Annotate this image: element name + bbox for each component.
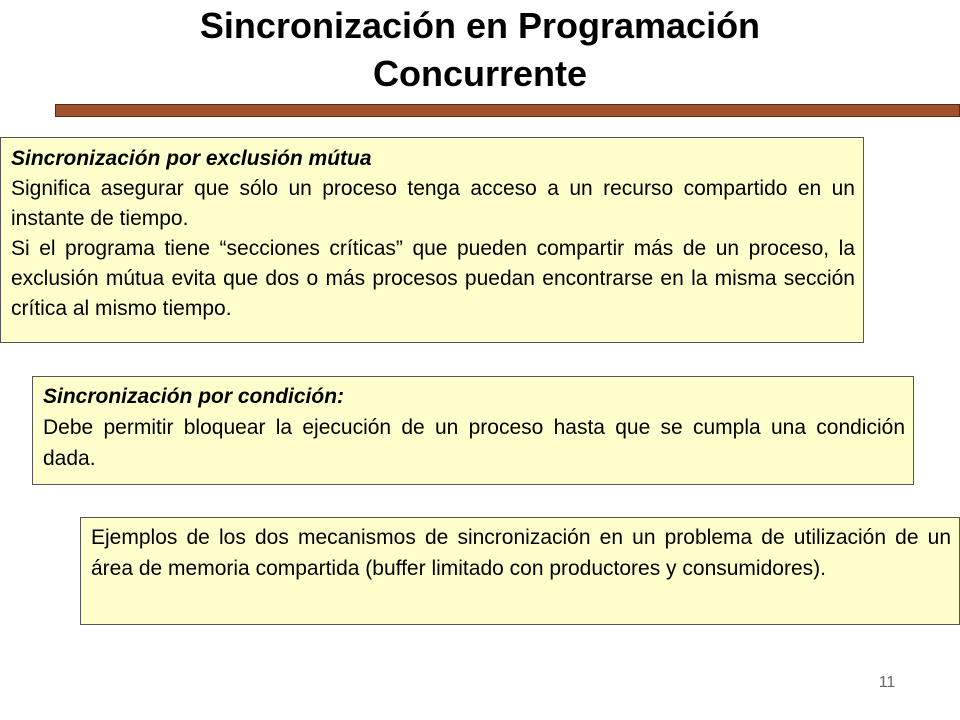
examples-box	[80, 517, 960, 625]
title-line-1: Sincronización en Programación	[199, 5, 761, 46]
slide-title	[0, 2, 960, 98]
condition-box	[32, 376, 914, 485]
exclusion-paragraph-2: Si el programa tiene “secciones críticas” que pueden compartir más de un proceso, la exclusión mútua evita que dos o más procesos puedan encontrarse en la misma sección crítica al mismo tiempo.	[11, 237, 855, 320]
title-line-2: Concurrente	[372, 53, 588, 94]
examples-paragraph: Ejemplos de los dos mecanismos de sincronización en un problema de utilización de un área de memoria compartida (buffer limitado con productores y consumidores).	[91, 526, 951, 580]
title-rule	[55, 104, 960, 117]
condition-paragraph: Debe permitir bloquear la ejecución de un proceso hasta que se cumpla una condición dada.	[43, 416, 905, 470]
exclusion-heading: Sincronización por exclusión mútua	[11, 147, 372, 170]
page-number: 11	[878, 674, 896, 691]
exclusion-paragraph-1: Significa asegurar que sólo un proceso tenga acceso a un recurso compartido en un instante de tiempo.	[11, 177, 855, 230]
exclusion-box	[0, 137, 864, 343]
condition-heading: Sincronización por condición:	[43, 385, 345, 408]
